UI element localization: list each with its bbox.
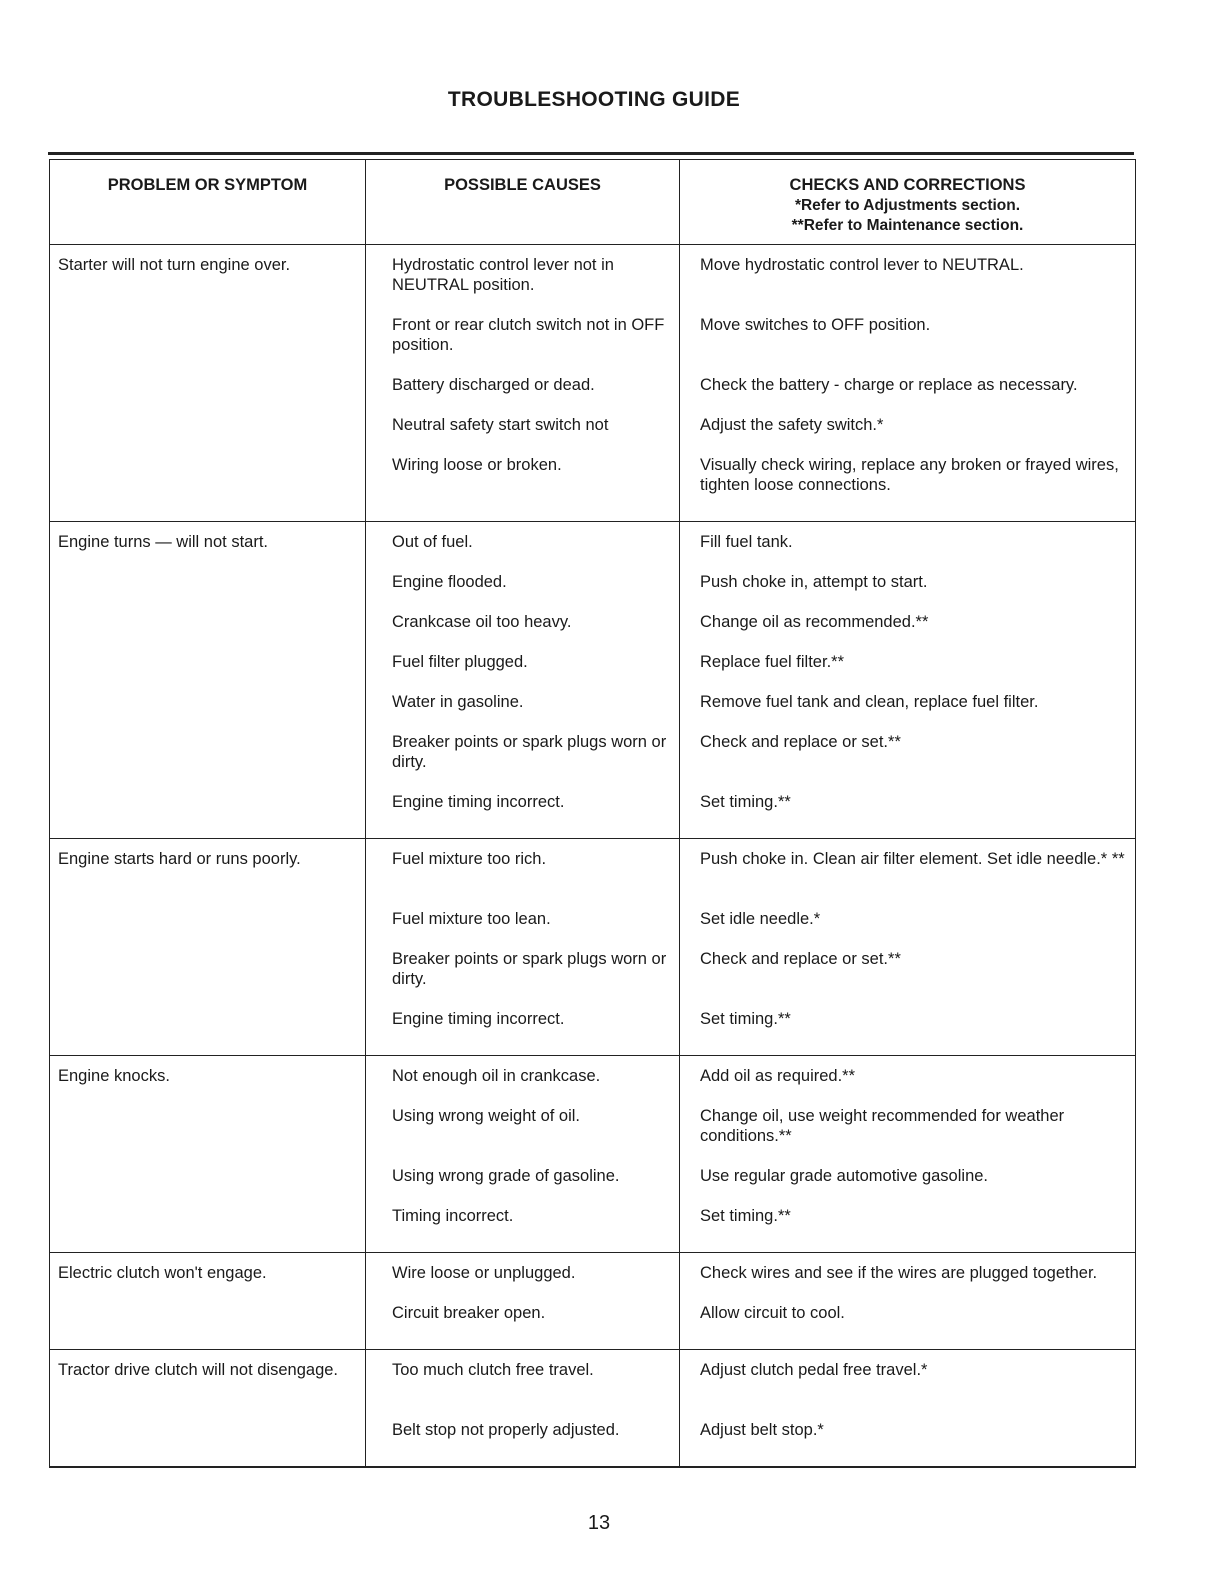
problem-cell (50, 245, 366, 522)
check-item: Move switches to OFF position. (700, 316, 931, 334)
check-item: Set timing.** (700, 1010, 791, 1028)
cause-item: Using wrong grade of gasoline. (392, 1167, 620, 1185)
table-row (50, 1350, 1136, 1468)
problem-text: Electric clutch won't engage. (58, 1264, 267, 1282)
causes-cell (366, 1253, 680, 1350)
cause-item: Fuel mixture too rich. (392, 850, 547, 868)
check-item: Set idle needle.* (700, 910, 821, 928)
adjustments-note: *Refer to Adjustments section. (794, 197, 1021, 214)
problem-cell (50, 839, 366, 1056)
header-row (50, 160, 1136, 245)
cause-item: Neutral safety start switch not (392, 416, 609, 434)
causes-cell (366, 1350, 680, 1468)
check-item: Check and replace or set.** (700, 950, 901, 968)
problem-text: Tractor drive clutch will not disengage. (58, 1361, 339, 1379)
cause-item: Breaker points or spark plugs worn or dirty. (392, 733, 667, 771)
cause-item: Circuit breaker open. (392, 1304, 546, 1322)
cause-item: Wire loose or unplugged. (392, 1264, 576, 1282)
check-item: Remove fuel tank and clean, replace fuel filter. (700, 693, 1039, 711)
cause-item: Water in gasoline. (392, 693, 524, 711)
cause-item: Too much clutch free travel. (392, 1361, 594, 1379)
cause-item: Timing incorrect. (392, 1207, 514, 1225)
cause-item: Engine timing incorrect. (392, 1010, 565, 1028)
cause-item: Not enough oil in crankcase. (392, 1067, 601, 1085)
cause-item: Fuel filter plugged. (392, 653, 528, 671)
problem-text: Engine turns — will not start. (58, 533, 269, 551)
checks-cell (680, 245, 1136, 522)
check-item: Visually check wiring, replace any broken or frayed wires, tighten loose connections. (700, 456, 1119, 494)
check-item: Change oil as recommended.** (700, 613, 929, 631)
page-title: TROUBLESHOOTING GUIDE (447, 88, 741, 111)
page-number: 13 (587, 1512, 611, 1534)
table-row (50, 839, 1136, 1056)
checks-cell (680, 839, 1136, 1056)
cause-item: Engine timing incorrect. (392, 793, 565, 811)
problem-text: Engine starts hard or runs poorly. (58, 850, 301, 868)
check-item: Adjust belt stop.* (700, 1421, 824, 1439)
check-item: Set timing.** (700, 793, 791, 811)
check-item: Adjust the safety switch.* (700, 416, 884, 434)
check-item: Replace fuel filter.** (700, 653, 844, 671)
causes-cell (366, 245, 680, 522)
cause-item: Out of fuel. (392, 533, 473, 551)
cause-item: Battery discharged or dead. (392, 376, 595, 394)
check-item: Use regular grade automotive gasoline. (700, 1167, 989, 1185)
table-row (50, 522, 1136, 839)
check-item: Adjust clutch pedal free travel.* (700, 1361, 928, 1379)
maintenance-note: **Refer to Maintenance section. (791, 217, 1024, 234)
check-item: Move hydrostatic control lever to NEUTRAL. (700, 256, 1024, 274)
check-item: Check the battery - charge or replace as necessary. (700, 376, 1078, 394)
cause-item: Crankcase oil too heavy. (392, 613, 572, 631)
check-item: Check and replace or set.** (700, 733, 901, 751)
causes-cell (366, 1056, 680, 1253)
problem-text: Starter will not turn engine over. (58, 256, 291, 274)
check-item: Check wires and see if the wires are plugged together. (700, 1264, 1098, 1282)
problem-text: Engine knocks. (58, 1067, 170, 1085)
cause-item: Using wrong weight of oil. (392, 1107, 581, 1125)
cause-item: Belt stop not properly adjusted. (392, 1421, 620, 1439)
check-item: Push choke in. Clean air filter element. Set idle needle.* ** (700, 850, 1125, 868)
problem-cell (50, 1056, 366, 1253)
problem-cell (50, 522, 366, 839)
problem-cell (50, 1350, 366, 1468)
check-item: Allow circuit to cool. (700, 1304, 845, 1322)
cause-item: Hydrostatic control lever not in NEUTRAL position. (392, 256, 614, 294)
table-row (50, 1056, 1136, 1253)
cause-item: Wiring loose or broken. (392, 456, 562, 474)
header-causes: POSSIBLE CAUSES (366, 160, 680, 245)
check-item: Set timing.** (700, 1207, 791, 1225)
causes-cell (366, 839, 680, 1056)
table-row (50, 1253, 1136, 1350)
causes-cell (366, 522, 680, 839)
check-item: Fill fuel tank. (700, 533, 793, 551)
checks-cell (680, 1056, 1136, 1253)
cause-item: Front or rear clutch switch not in OFF position. (392, 316, 665, 354)
table-row (50, 245, 1136, 522)
checks-cell (680, 1253, 1136, 1350)
check-item: Change oil, use weight recommended for weather conditions.** (700, 1107, 1065, 1145)
cause-item: Fuel mixture too lean. (392, 910, 551, 928)
checks-cell (680, 1350, 1136, 1468)
check-item: Push choke in, attempt to start. (700, 573, 928, 591)
problem-cell (50, 1253, 366, 1350)
checks-cell (680, 522, 1136, 839)
top-rule (48, 152, 1134, 155)
troubleshooting-table (49, 159, 1136, 1468)
header-checks: CHECKS AND CORRECTIONS *Refer to Adjustments section. **Refer to Maintenance section. (680, 160, 1136, 245)
cause-item: Engine flooded. (392, 573, 507, 591)
header-problem: PROBLEM OR SYMPTOM (50, 160, 366, 245)
cause-item: Breaker points or spark plugs worn or dirty. (392, 950, 667, 988)
check-item: Add oil as required.** (700, 1067, 856, 1085)
